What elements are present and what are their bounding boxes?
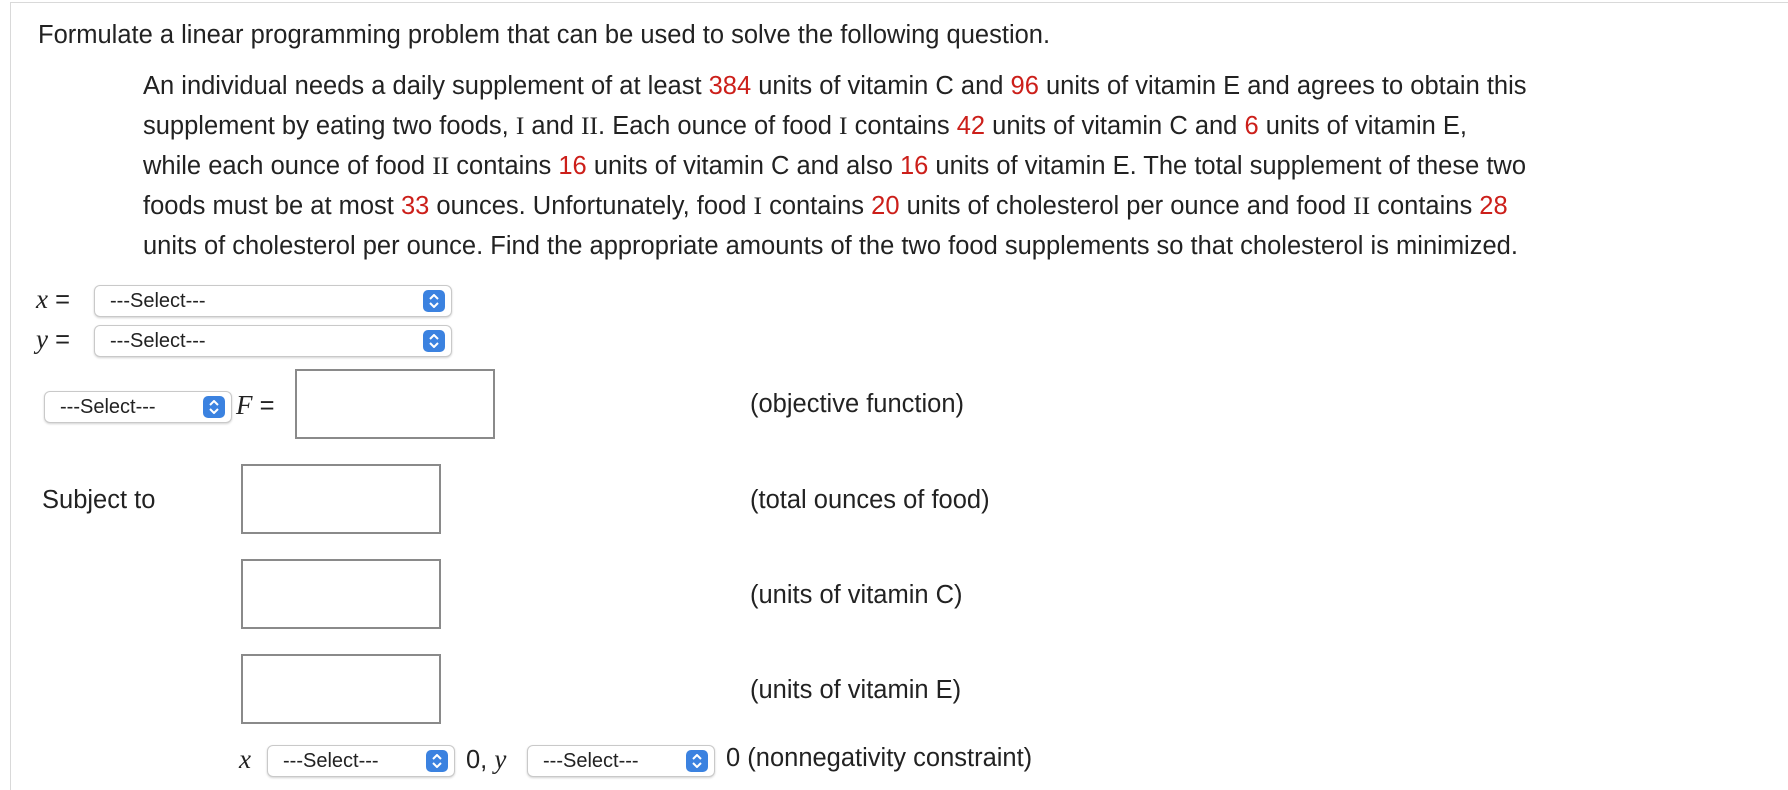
- total-ounces-constraint-input[interactable]: [241, 464, 441, 534]
- value-food1-cholesterol: 20: [871, 192, 900, 220]
- problem-line-5: units of cholesterol per ounce. Find the appropriate amounts of the two food supplements so that cholesterol is minimized.: [143, 232, 1518, 260]
- problem-statement: [143, 66, 1783, 266]
- value-vitamin-c-min: 384: [708, 72, 752, 100]
- problem-line-2: supplement by eating two foods, I and II. Each ounce of food I contains 42 units of vitamin C and 6 units of vitamin E,: [143, 111, 1467, 140]
- select-arrows-icon: [686, 750, 708, 772]
- problem-line-1: An individual needs a daily supplement of at least 384 units of vitamin C and 96 units of vitamin E and agrees to obtain this: [143, 72, 1527, 100]
- value-vitamin-e-min: 96: [1010, 72, 1039, 100]
- select-arrows-icon: [423, 330, 445, 352]
- problem-line-3: while each ounce of food II contains 16 units of vitamin C and also 16 units of vitamin E. The total supplement of these two: [143, 151, 1527, 180]
- select-arrows-icon: [423, 290, 445, 312]
- problem-line-4: foods must be at most 33 ounces. Unfortunately, food I contains 20 units of cholesterol per ounce and food II contains 28: [143, 191, 1508, 220]
- nonneg-y-bound: 0 (nonnegativity constraint): [726, 744, 1033, 772]
- y-definition-select[interactable]: ---Select---: [94, 325, 452, 357]
- vitamin-c-label: (units of vitamin C): [750, 581, 963, 609]
- vitamin-e-constraint-input[interactable]: [241, 654, 441, 724]
- nonneg-x-label: x: [239, 744, 251, 774]
- nonneg-y-select[interactable]: ---Select---: [527, 745, 715, 777]
- nonneg-x-bound: 0, y: [466, 744, 507, 774]
- objective-function-input[interactable]: [295, 369, 495, 439]
- y-definition-label: y =: [36, 324, 70, 354]
- select-arrows-icon: [203, 396, 225, 418]
- nonneg-x-select[interactable]: ---Select---: [267, 745, 455, 777]
- subject-to-label: Subject to: [42, 486, 156, 514]
- value-food2-vitamin-c: 16: [558, 152, 587, 180]
- value-food2-vitamin-e: 16: [899, 152, 929, 180]
- value-food1-vitamin-c: 42: [956, 112, 986, 140]
- x-definition-label: x =: [36, 284, 70, 314]
- objective-f-label: F =: [236, 390, 275, 420]
- objective-type-select[interactable]: ---Select---: [44, 391, 232, 423]
- objective-function-label: (objective function): [750, 390, 965, 418]
- total-ounces-label: (total ounces of food): [750, 486, 990, 514]
- instruction-text: Formulate a linear programming problem that can be used to solve the following question.: [38, 21, 1051, 49]
- value-food1-vitamin-e: 6: [1244, 112, 1259, 140]
- vitamin-c-constraint-input[interactable]: [241, 559, 441, 629]
- value-max-ounces: 33: [400, 192, 430, 220]
- vitamin-e-label: (units of vitamin E): [750, 676, 962, 704]
- nonnegativity-label: (nonnegativity constraint): [747, 744, 1033, 772]
- select-arrows-icon: [426, 750, 448, 772]
- value-food2-cholesterol: 28: [1479, 192, 1508, 220]
- x-definition-select[interactable]: ---Select---: [94, 285, 452, 317]
